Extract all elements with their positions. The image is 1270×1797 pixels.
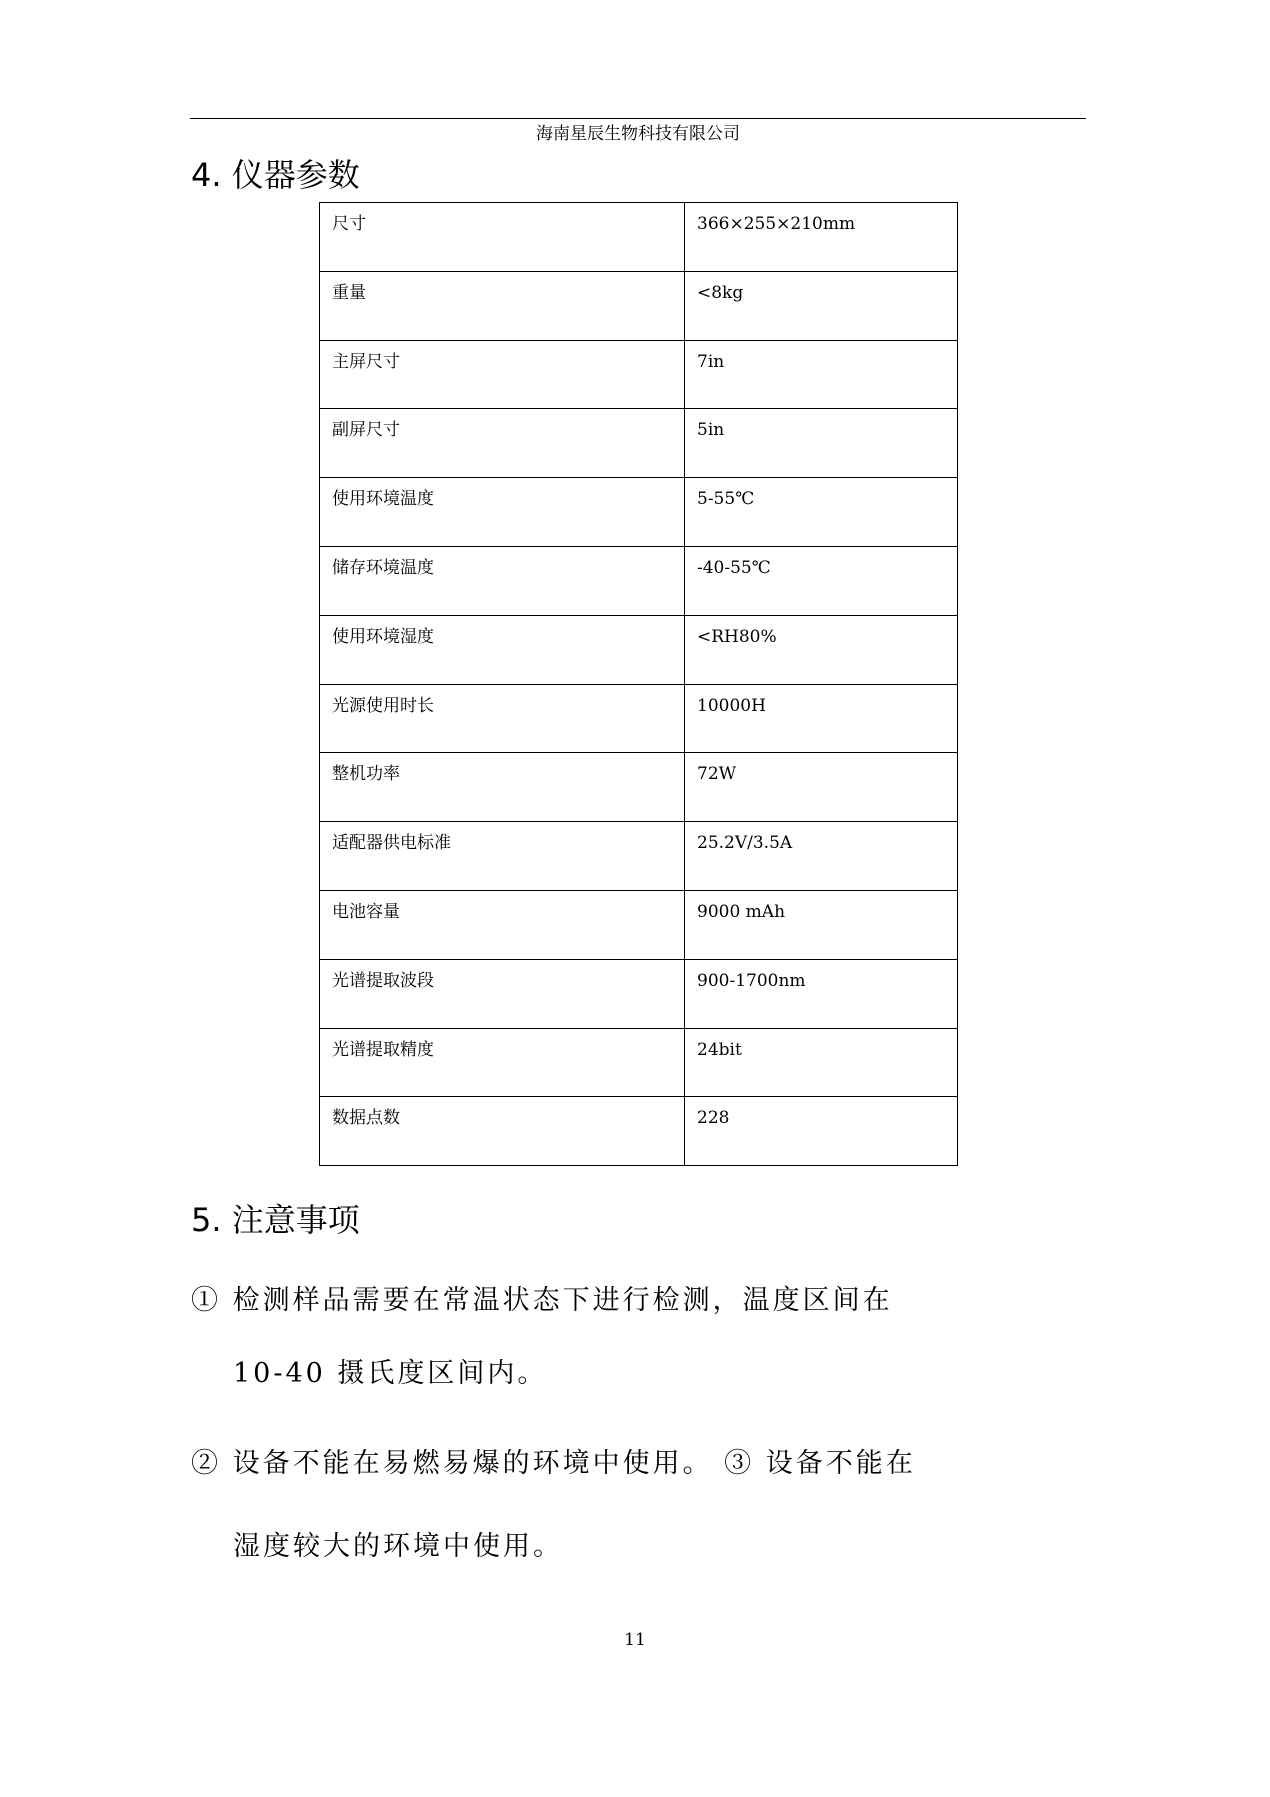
param-name: 光谱提取波段: [320, 959, 685, 1028]
param-name: 数据点数: [320, 1097, 685, 1166]
param-value: 7in: [685, 340, 958, 409]
param-name: 整机功率: [320, 753, 685, 822]
param-name: 使用环境温度: [320, 478, 685, 547]
precaution-line-2: 10-40 摄氏度区间内。: [233, 1358, 548, 1389]
param-name: 储存环境温度: [320, 546, 685, 615]
table-row: [320, 684, 958, 753]
param-name: 尺寸: [320, 203, 685, 272]
param-value: 9000 mAh: [685, 890, 958, 959]
table-row: [320, 615, 958, 684]
table-row: [320, 890, 958, 959]
table-row: [320, 340, 958, 409]
precaution-line-1: ① 检测样品需要在常温状态下进行检测，温度区间在: [191, 1285, 893, 1316]
param-name: 使用环境湿度: [320, 615, 685, 684]
table-row: [320, 478, 958, 547]
param-value: 366×255×210mm: [685, 203, 958, 272]
table-row: [320, 822, 958, 891]
param-name: 电池容量: [320, 890, 685, 959]
table-row: [320, 1028, 958, 1097]
table-row: [320, 546, 958, 615]
param-name: 光谱提取精度: [320, 1028, 685, 1097]
table-row: [320, 753, 958, 822]
param-name: 光源使用时长: [320, 684, 685, 753]
table-row: [320, 409, 958, 478]
param-value: <8kg: [685, 271, 958, 340]
param-value: 25.2V/3.5A: [685, 822, 958, 891]
param-value: 72W: [685, 753, 958, 822]
table-row: [320, 271, 958, 340]
param-name: 适配器供电标准: [320, 822, 685, 891]
parameters-table: [319, 202, 958, 1166]
table-row: [320, 203, 958, 272]
precaution-line-3: ② 设备不能在易燃易爆的环境中使用。 ③ 设备不能在: [191, 1448, 916, 1479]
param-value: 5in: [685, 409, 958, 478]
param-name: 主屏尺寸: [320, 340, 685, 409]
param-name: 重量: [320, 271, 685, 340]
param-value: 228: [685, 1097, 958, 1166]
param-value: 5-55℃: [685, 478, 958, 547]
table-row: [320, 959, 958, 1028]
header-company-name: 海南星辰生物科技有限公司: [536, 124, 740, 144]
param-value: -40-55℃: [685, 546, 958, 615]
table-row: [320, 1097, 958, 1166]
page-number: 11: [624, 1630, 646, 1650]
precaution-line-4: 湿度较大的环境中使用。: [233, 1531, 563, 1562]
param-value: 10000H: [685, 684, 958, 753]
section-heading-precautions: 5. 注意事项: [191, 1201, 360, 1239]
param-value: 900-1700nm: [685, 959, 958, 1028]
param-value: <RH80%: [685, 615, 958, 684]
param-value: 24bit: [685, 1028, 958, 1097]
section-heading-instrument-parameters: 4. 仪器参数: [191, 156, 360, 194]
param-name: 副屏尺寸: [320, 409, 685, 478]
header-rule: [190, 118, 1086, 119]
